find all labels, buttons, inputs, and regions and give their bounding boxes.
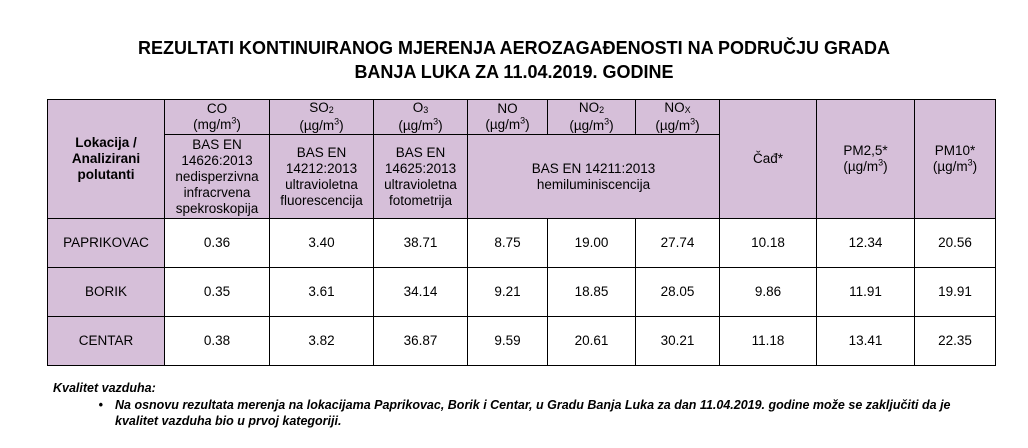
value-cell: 18.85 — [548, 268, 636, 317]
air-quality-notes — [53, 380, 1003, 429]
location-borik: BORIK — [48, 268, 165, 317]
value-cell: 12.34 — [817, 219, 915, 268]
cad-header: Čađ* — [720, 100, 817, 219]
report-title-line1: REZULTATI KONTINUIRANOG MJERENJA AEROZAGAĐENOSTI NA PODRUČJU GRADA — [137, 38, 890, 58]
value-cell: 9.59 — [468, 317, 548, 366]
o3-method: BAS EN 14625:2013 ultravioletna fotometrija — [374, 135, 468, 219]
location-centar: CENTAR — [48, 317, 165, 366]
so2-header: $SO_2$ $(\mu g/m^3)$ — [270, 100, 374, 135]
so2-method: BAS EN 14212:2013 ultravioletna fluorescencija — [270, 135, 374, 219]
o3-header: $O_3$ $(\mu g/m^3)$ — [374, 100, 468, 135]
co-method: BAS EN 14626:2013 nedisperzivna infracrvena spekroskopija — [165, 135, 270, 219]
no-header: NO $(\mu g/m^3)$ — [468, 100, 548, 135]
table-row — [48, 268, 996, 317]
value-cell: 19.00 — [548, 219, 636, 268]
report-title — [0, 36, 1028, 84]
value-cell: 3.61 — [270, 268, 374, 317]
value-cell: 28.05 — [636, 268, 720, 317]
value-cell: 9.21 — [468, 268, 548, 317]
value-cell: 36.87 — [374, 317, 468, 366]
value-cell: 11.18 — [720, 317, 817, 366]
location-header: Lokacija / Analizirani polutanti — [48, 100, 165, 219]
value-cell: 34.14 — [374, 268, 468, 317]
report-title-line2: BANJA LUKA ZA 11.04.2019. GODINE — [354, 62, 674, 82]
no2-header: $NO_2$ $(\mu g/m^3)$ — [548, 100, 636, 135]
nox-method: BAS EN 14211:2013 hemiluminiscencija — [468, 135, 720, 219]
notes-text: Na osnovu rezultata merenja na lokacijama Paprikovac, Borik i Centar, u Gradu Banja Luka za dan 11.04.2019. godine može se zaključiti da je kvalitet vazduha bio u prvoj kategoriji. — [115, 398, 951, 428]
pm25-header: PM2,5* $(\mu g/m^3)$ — [817, 100, 915, 219]
value-cell: 0.35 — [165, 268, 270, 317]
bullet-icon: • — [98, 398, 103, 412]
value-cell: 30.21 — [636, 317, 720, 366]
value-cell: 20.61 — [548, 317, 636, 366]
location-paprikovac: PAPRIKOVAC — [48, 219, 165, 268]
value-cell: 0.36 — [165, 219, 270, 268]
nox-header: $NO_X$ $(\mu g/m^3)$ — [636, 100, 720, 135]
value-cell: 8.75 — [468, 219, 548, 268]
value-cell: 20.56 — [915, 219, 996, 268]
notes-heading: Kvalitet vazduha: — [53, 381, 156, 395]
value-cell: 13.41 — [817, 317, 915, 366]
value-cell: 3.40 — [270, 219, 374, 268]
value-cell: 11.91 — [817, 268, 915, 317]
table-row — [48, 219, 996, 268]
value-cell: 0.38 — [165, 317, 270, 366]
pm10-header: PM10* $(\mu g/m^3)$ — [915, 100, 996, 219]
value-cell: 9.86 — [720, 268, 817, 317]
co-header: CO $(mg/m^3)$ — [165, 100, 270, 135]
measurement-table — [47, 99, 996, 366]
value-cell: 10.18 — [720, 219, 817, 268]
value-cell: 22.35 — [915, 317, 996, 366]
table-row — [48, 317, 996, 366]
value-cell: 38.71 — [374, 219, 468, 268]
value-cell: 27.74 — [636, 219, 720, 268]
value-cell: 3.82 — [270, 317, 374, 366]
value-cell: 19.91 — [915, 268, 996, 317]
